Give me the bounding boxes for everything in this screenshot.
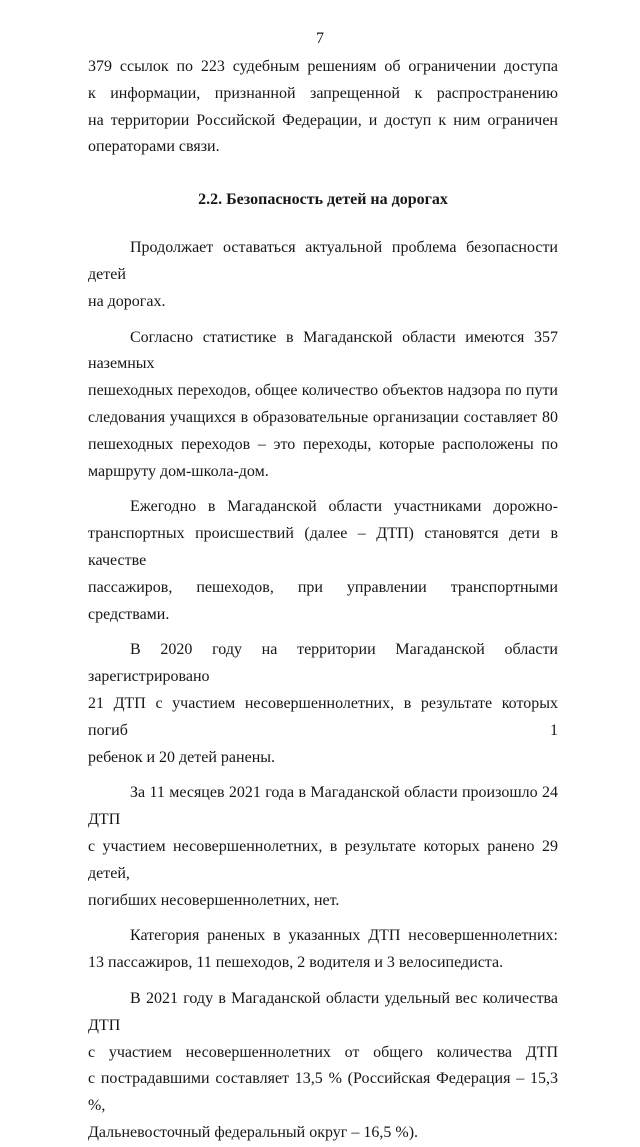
text-line: с участием несовершеннолетних от общего количества ДТП [88,1043,558,1061]
page-content [88,54,558,1147]
paragraph-4 [88,637,558,771]
text-line: следования учащихся в образовательные организации составляет 80 [88,408,558,426]
text-line: с участием несовершеннолетних, в результате которых ранено 29 детей, [88,837,558,882]
text-line: Категория раненых в указанных ДТП несовершеннолетних: [130,927,558,945]
paragraph-5 [88,780,558,914]
text-line: 379 ссылок по 223 судебным решениям об ограничении доступа [88,58,558,75]
paragraph-1 [88,235,558,315]
text-line: В 2020 году на территории Магаданской области зарегистрировано [88,641,558,686]
text-line: Согласно статистике в Магаданской области имеются 357 наземных [88,328,558,373]
page-number: 7 [316,30,324,47]
text-line: маршруту дом-школа-дом. [88,462,269,480]
text-line: За 11 месяцев 2021 года в Магаданской области произошло 24 ДТП [88,784,558,829]
section-title: 2.2. Безопасность детей на дорогах [198,191,448,209]
paragraph-6 [88,923,558,977]
paragraph-2 [88,325,558,486]
text-line: на дорогах. [88,292,166,310]
text-line: В 2021 году в Магаданской области удельный вес количества ДТП [88,989,558,1034]
text-line: пассажиров, пешеходов, при управлении транспортными средствами. [88,578,558,623]
text-line: 21 ДТП с участием несовершеннолетних, в результате которых погиб 1 [88,694,558,739]
text-line: с пострадавшими составляет 13,5 % (Российская Федерация – 15,3 %, [88,1070,558,1115]
text-line: операторами связи. [88,138,220,156]
text-line: Дальневосточный федеральный округ – 16,5 %). [88,1123,419,1141]
text-line: 13 пассажиров, 11 пешеходов, 2 водителя и 3 велосипедиста. [88,954,504,972]
text-line: к информации, признанной запрещенной к распространению [88,84,558,102]
text-line: Ежегодно в Магаданской области участниками дорожно- [130,498,558,516]
text-line: Продолжает оставаться актуальной проблема безопасности детей [88,239,558,283]
paragraph-3 [88,494,558,628]
text-line: погибших несовершеннолетних, нет. [88,891,340,909]
intro-paragraph [88,54,558,161]
paragraph-7 [88,986,558,1147]
text-line: на территории Российской Федерации, и доступ к ним ограничен [88,111,558,129]
text-line: ребенок и 20 детей ранены. [88,748,276,766]
text-line: пешеходных переходов, общее количество объектов надзора по пути [88,382,558,400]
text-line: пешеходных переходов – это переходы, которые расположены по [88,435,558,453]
text-line: транспортных происшествий (далее – ДТП) становятся дети в качестве [88,525,558,569]
